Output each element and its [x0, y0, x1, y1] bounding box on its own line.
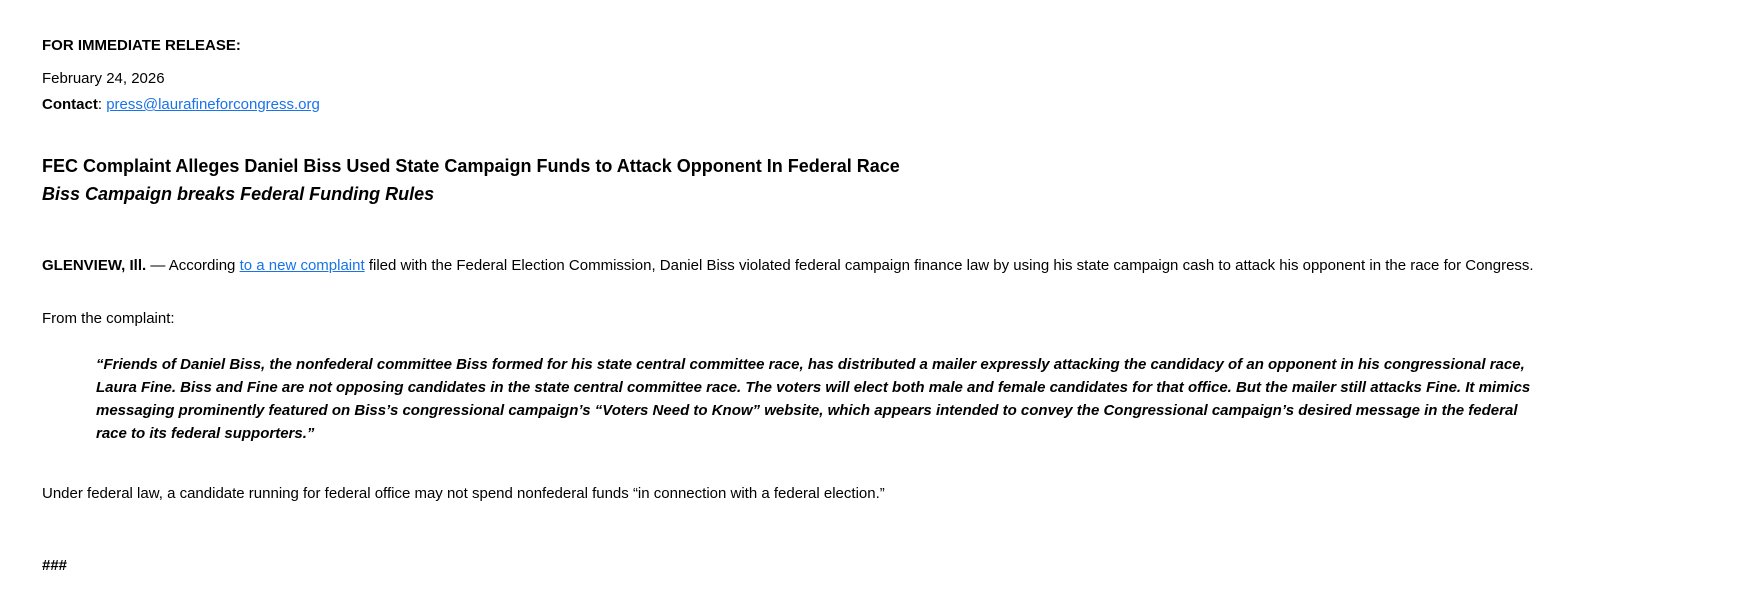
headline: FEC Complaint Alleges Daniel Biss Used State Campaign Funds to Attack Opponent In Federal Race: [42, 156, 900, 176]
contact-label: Contact: [42, 96, 98, 113]
federal-law-paragraph: Under federal law, a candidate running for federal office may not spend nonfederal funds “in connection with a federal election.”: [42, 485, 885, 502]
lede-paragraph: [42, 255, 1542, 277]
contact-separator: :: [97, 96, 107, 113]
lede-pre-link-text: — According: [146, 257, 240, 274]
release-label: FOR IMMEDIATE RELEASE:: [42, 37, 241, 54]
contact-email-link[interactable]: press@laurafineforcongress.org: [106, 96, 320, 113]
dateline: GLENVIEW, Ill.: [42, 257, 147, 274]
from-complaint-line: From the complaint:: [42, 310, 175, 327]
lede-post-link-text: filed with the Federal Election Commission, Daniel Biss violated federal campaign finance law by using his state campaign cash to attack his opponent in the race for Congress.: [364, 257, 1534, 274]
complaint-link[interactable]: to a new complaint: [239, 257, 365, 274]
subheadline: Biss Campaign breaks Federal Funding Rules: [42, 184, 435, 204]
release-date: February 24, 2026: [42, 70, 165, 87]
contact-line: [42, 94, 1542, 116]
end-mark: ###: [42, 557, 68, 574]
complaint-quote: “Friends of Daniel Biss, the nonfederal committee Biss formed for his state central committee race, has distributed a mailer expressly attacking the candidacy of an opponent in his congressional race, Laura Fine. Biss and Fine are not opposing candidates in the state central committee race. The voters will elect both male and female candidates for that office. But the mailer still attacks Fine. It mimics messaging prominently featured on Biss’s congressional campaign’s “Voters Need to Know” website, which appears intended to convey the Congressional campaign’s desired message in the federal race to its federal supporters.”: [96, 356, 1531, 442]
